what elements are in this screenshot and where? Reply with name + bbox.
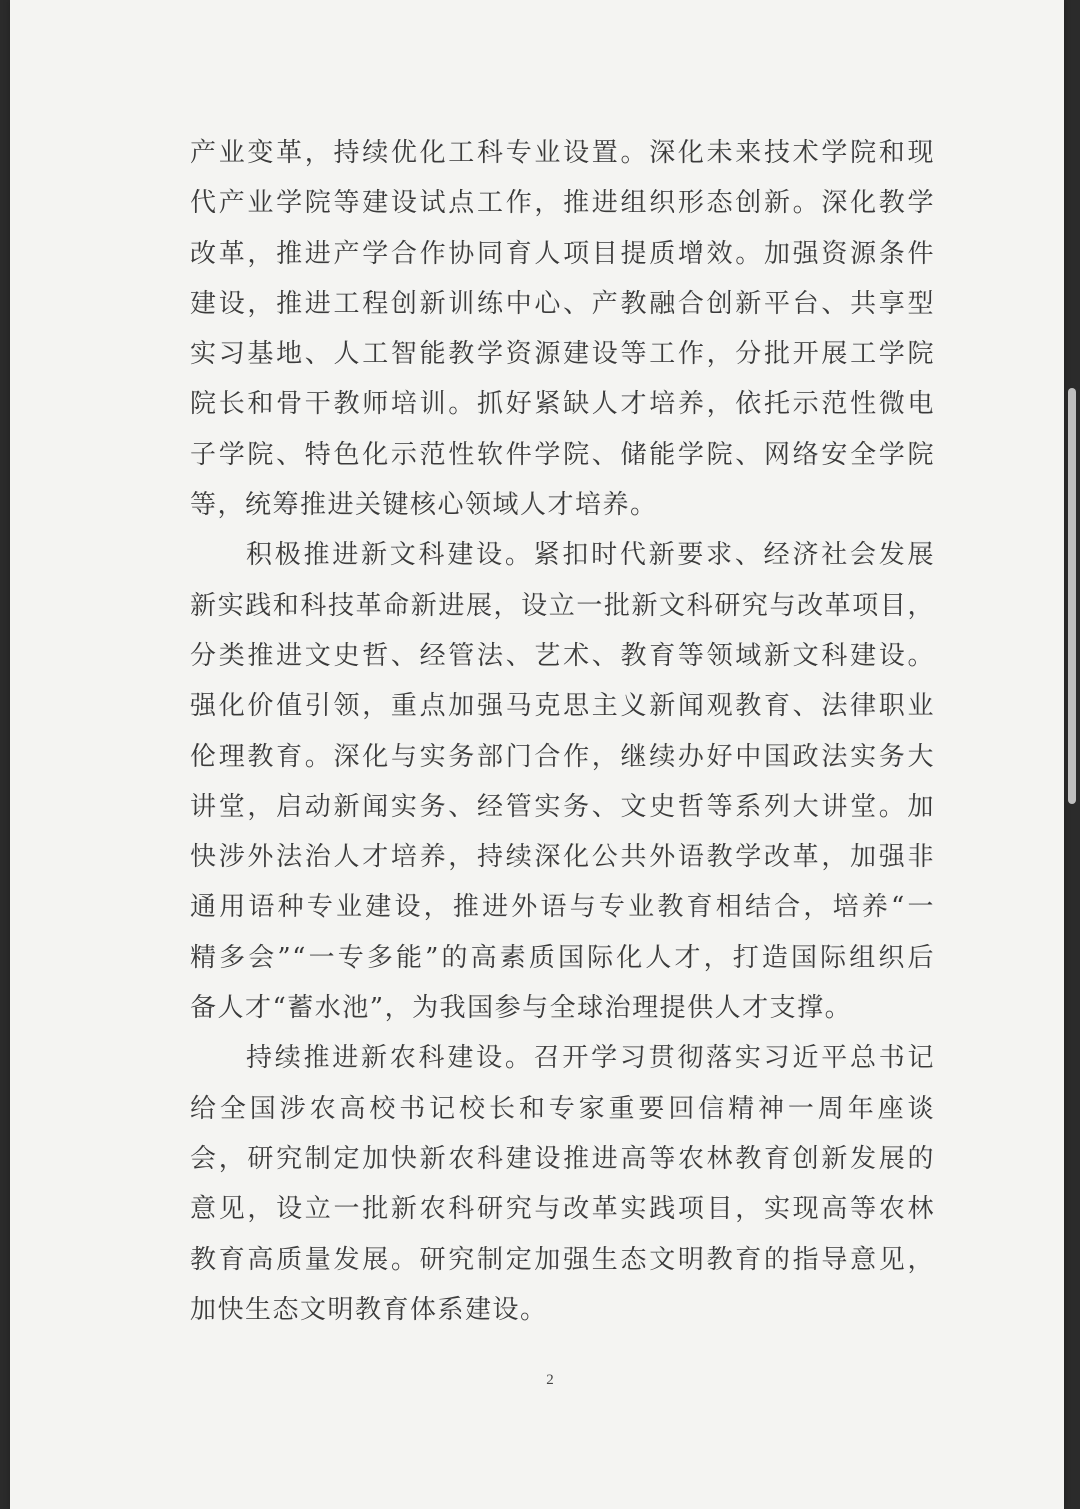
text-line: 等，统筹推进关键核心领域人才培养。 xyxy=(190,490,658,521)
text-line: 通用语种专业建设，推进外语与专业教育相结合，培养“一 xyxy=(190,892,935,923)
text-line: 伦理教育。深化与实务部门合作，继续办好中国政法实务大 xyxy=(190,741,935,772)
text-line: 精多会”“一专多能”的高素质国际化人才，打造国际组织后 xyxy=(190,942,935,973)
text-line: 子学院、特色化示范性软件学院、储能学院、网络安全学院 xyxy=(190,439,935,470)
text-line: 教育高质量发展。研究制定加强生态文明教育的指导意见， xyxy=(190,1244,935,1275)
text-line: 新实践和科技革命新进展，设立一批新文科研究与改革项目， xyxy=(190,590,935,621)
text-line: 代产业学院等建设试点工作，推进组织形态创新。深化教学 xyxy=(190,188,935,219)
page-number: 2 xyxy=(546,1372,554,1388)
text-line: 分类推进文史哲、经管法、艺术、教育等领域新文科建设。 xyxy=(190,640,935,671)
text-line: 院长和骨干教师培训。抓好紧缺人才培养，依托示范性微电 xyxy=(190,389,935,420)
text-line: 积极推进新文科建设。紧扣时代新要求、经济社会发展 xyxy=(246,540,935,571)
document-page xyxy=(10,0,1064,1509)
text-line: 会，研究制定加快新农科建设推进高等农林教育创新发展的 xyxy=(190,1143,935,1174)
text-line: 建设，推进工程创新训练中心、产教融合创新平台、共享型 xyxy=(190,288,935,319)
text-line: 持续推进新农科建设。召开学习贯彻落实习近平总书记 xyxy=(246,1043,935,1074)
text-line: 意见，设立一批新农科研究与改革实践项目，实现高等农林 xyxy=(190,1194,935,1225)
text-line: 讲堂，启动新闻实务、经管实务、文史哲等系列大讲堂。加 xyxy=(190,791,935,822)
text-line: 给全国涉农高校书记校长和专家重要回信精神一周年座谈 xyxy=(190,1093,935,1124)
text-line: 强化价值引领，重点加强马克思主义新闻观教育、法律职业 xyxy=(190,691,935,722)
text-line: 实习基地、人工智能教学资源建设等工作，分批开展工学院 xyxy=(190,339,935,370)
text-line: 产业变革，持续优化工科专业设置。深化未来技术学院和现 xyxy=(190,138,935,168)
text-line: 加快生态文明教育体系建设。 xyxy=(190,1294,548,1325)
document-body xyxy=(190,128,935,1335)
text-line: 备人才“蓄水池”，为我国参与全球治理提供人才支撑。 xyxy=(190,993,853,1024)
text-line: 快涉外法治人才培养，持续深化公共外语教学改革，加强非 xyxy=(190,842,935,873)
text-line: 改革，推进产学合作协同育人项目提质增效。加强资源条件 xyxy=(190,238,935,269)
scroll-indicator[interactable] xyxy=(1068,388,1076,804)
